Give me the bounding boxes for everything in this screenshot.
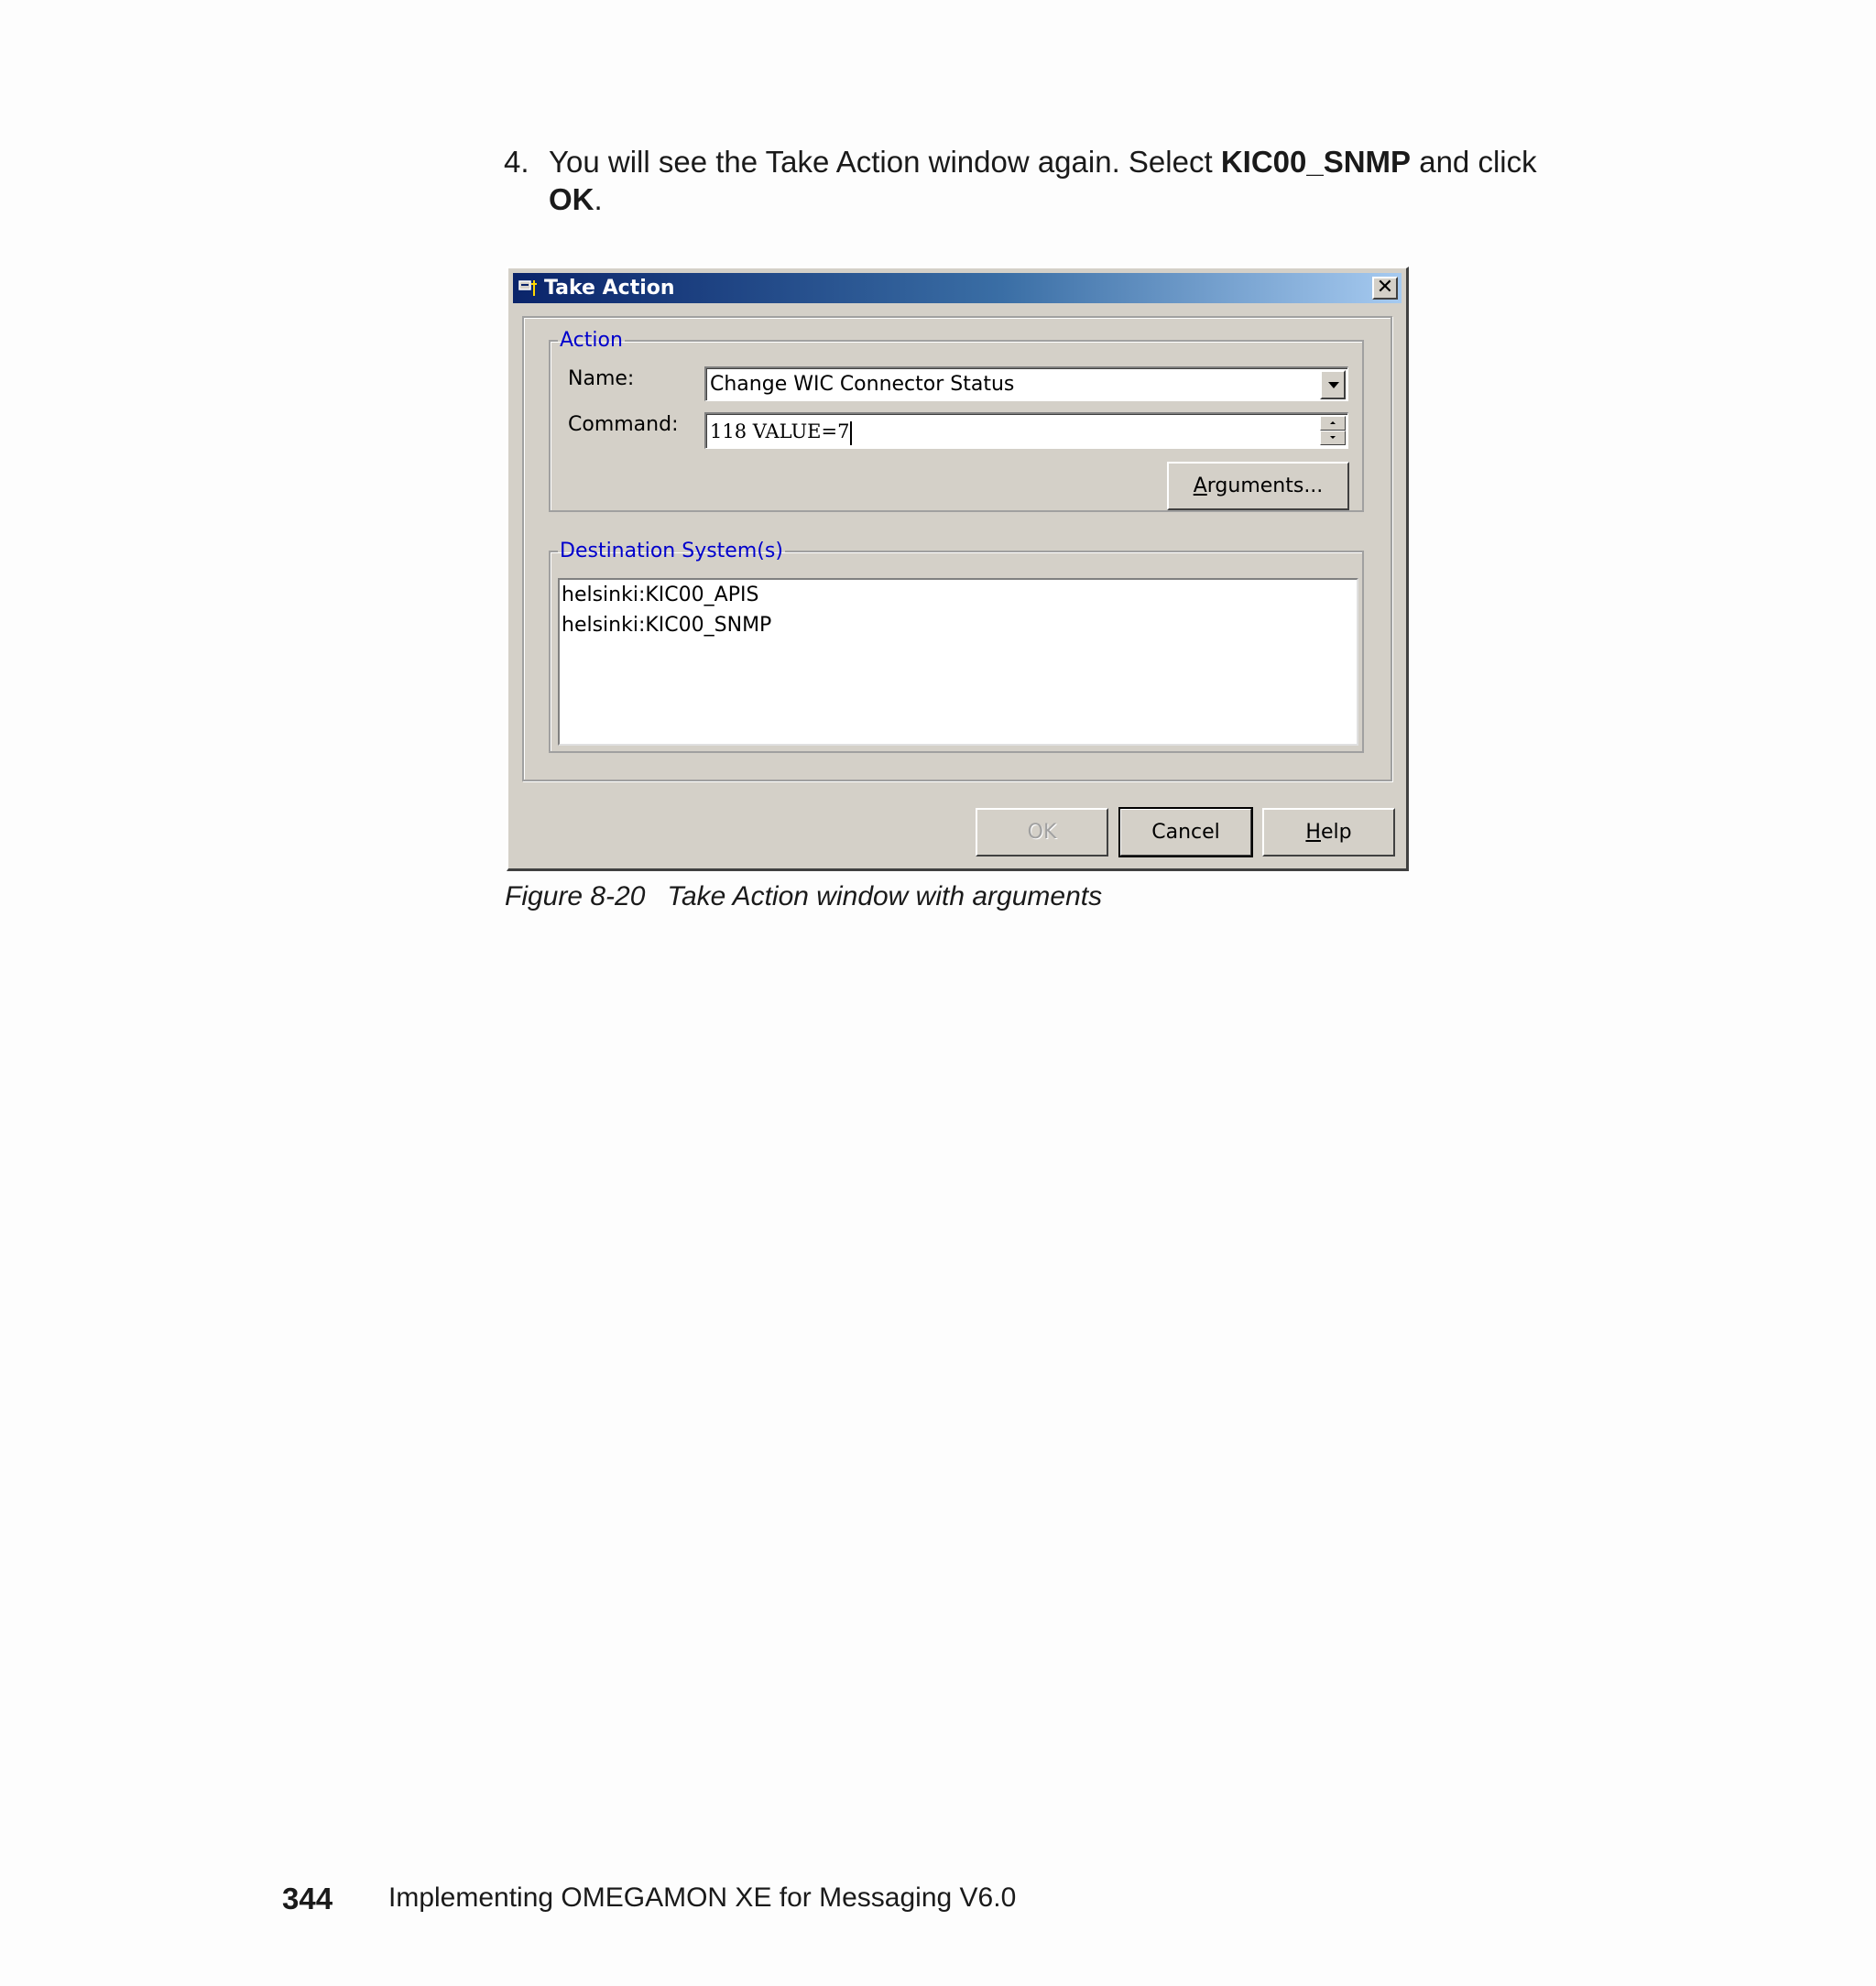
page-number: 344 [282, 1882, 333, 1915]
step-text-middle: and click [1411, 145, 1537, 179]
step-number: 4. [504, 145, 529, 179]
figure-number: Figure 8-20 [505, 881, 646, 911]
step-text-before: You will see the Take Action window again. Select [549, 145, 1221, 179]
step-text [549, 143, 1602, 218]
close-icon: ✕ [1376, 276, 1394, 299]
arguments-mnemonic: A [1193, 475, 1207, 497]
destination-list[interactable] [558, 578, 1358, 746]
close-button[interactable] [1372, 277, 1398, 300]
spin-down-icon[interactable] [1320, 431, 1346, 445]
step-bold-kic00-snmp: KIC00_SNMP [1220, 145, 1412, 179]
figure-caption-text: Take Action window with arguments [667, 881, 1103, 911]
destination-group-legend: Destination System(s) [560, 540, 783, 562]
help-label: elp [1320, 821, 1352, 844]
dialog-titlebar[interactable] [513, 273, 1402, 303]
name-select[interactable] [704, 366, 1348, 401]
command-field[interactable] [704, 412, 1348, 449]
dialog-title: Take Action [544, 277, 675, 300]
command-label: Command: [568, 413, 679, 436]
name-label: Name: [568, 367, 635, 390]
list-item[interactable]: helsinki:KIC00_SNMP [562, 614, 772, 637]
text-caret [850, 421, 852, 445]
command-text: 118 VALUE=7 [710, 420, 850, 442]
action-group-legend: Action [560, 329, 623, 352]
ok-button[interactable]: OK [976, 808, 1108, 857]
spin-up-icon[interactable] [1320, 416, 1346, 431]
help-button[interactable] [1262, 808, 1395, 857]
chevron-down-icon[interactable] [1320, 370, 1346, 399]
arguments-label: rguments... [1206, 475, 1324, 497]
arguments-button[interactable] [1167, 462, 1349, 510]
cancel-button[interactable]: Cancel [1119, 808, 1252, 857]
book-title: Implementing OMEGAMON XE for Messaging V6.0 [388, 1882, 1017, 1913]
step-bold-ok: OK [549, 182, 594, 216]
list-item[interactable]: helsinki:KIC00_APIS [562, 584, 759, 606]
command-field-value [710, 420, 852, 445]
name-select-value: Change WIC Connector Status [710, 373, 1015, 396]
take-action-dialog [507, 267, 1409, 871]
figure-caption [505, 881, 1102, 912]
help-mnemonic: H [1305, 821, 1321, 844]
step-text-after: . [594, 182, 603, 216]
window-icon [518, 278, 539, 297]
